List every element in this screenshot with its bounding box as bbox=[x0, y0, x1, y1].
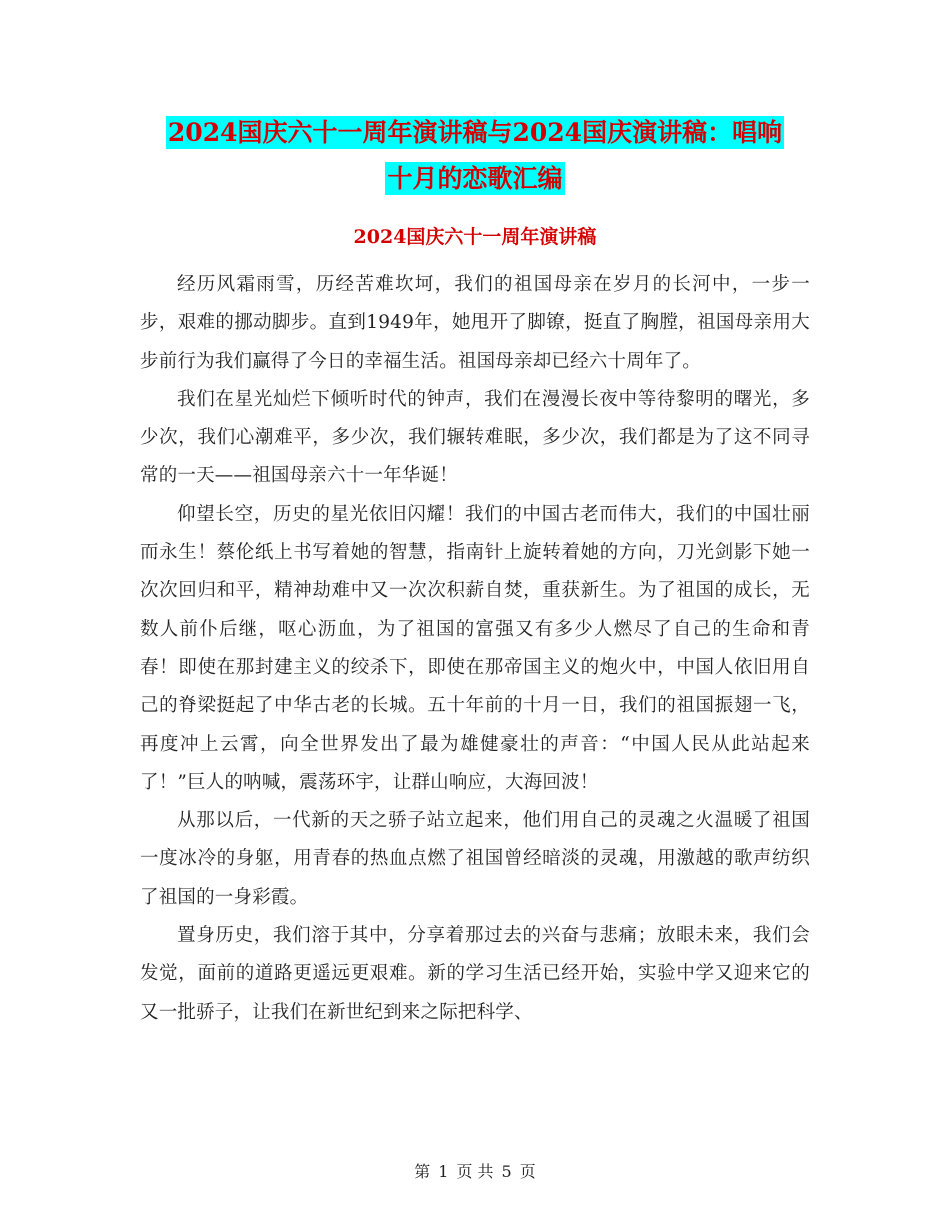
footer-suffix: 页 bbox=[519, 1162, 536, 1181]
page-footer bbox=[0, 1160, 950, 1184]
document-title bbox=[140, 110, 810, 202]
footer-total-pages: 5 bbox=[501, 1162, 512, 1181]
footer-middle: 页 共 bbox=[456, 1162, 494, 1181]
footer-prefix: 第 bbox=[414, 1162, 431, 1181]
paragraph: 从那以后，一代新的天之骄子站立起来，他们用自己的灵魂之火温暖了祖国一度冰冷的身躯，用青春的热血点燃了祖国曾经暗淡的灵魂，用激越的歌声纺织了祖国的一身彩霞。 bbox=[140, 810, 810, 908]
footer-page-number: 1 bbox=[438, 1162, 449, 1181]
document-title-line2: 十月的恋歌汇编 bbox=[387, 164, 563, 193]
section-title: 2024国庆六十一周年演讲稿 bbox=[353, 226, 597, 248]
paragraph: 仰望长空，历史的星光依旧闪耀！我们的中国古老而伟大，我们的中国壮丽而永生！蔡伦纸上书写着她的智慧，指南针上旋转着她的方向，刀光剑影下她一次次回归和平，精神劫难中又一次次积薪自焚，重获新生。为了祖国的成长，无数人前仆后继，呕心沥血，为了祖国的富强又有多少人燃尽了自己的生命和青春！即使在那封建主义的绞杀下，即使在那帝国主义的炮火中，中国人依旧用自己的脊梁挺起了中华古老的长城。五十年前的十月一日，我们的祖国振翅一飞，再度冲上云霄，向全世界发出了最为雄健豪壮的声音：“中国人民从此站起来了！”巨人的呐喊，震荡环宇，让群山响应，大海回波！ bbox=[140, 503, 810, 793]
document-title-line1: 2024国庆六十一周年演讲稿与2024国庆演讲稿：唱响 bbox=[167, 118, 783, 147]
paragraph: 经历风霜雨雪，历经苦难坎坷，我们的祖国母亲在岁月的长河中，一步一步，艰难的挪动脚步。直到1949年，她甩开了脚镣，挺直了胸膛，祖国母亲用大步前行为我们赢得了今日的幸福生活。祖国母亲却已经六十周年了。 bbox=[140, 274, 810, 372]
document-body bbox=[140, 266, 810, 1032]
paragraph: 置身历史，我们溶于其中，分享着那过去的兴奋与悲痛；放眼未来，我们会发觉，面前的道路更遥远更艰难。新的学习生活已经开始，实验中学又迎来它的又一批骄子，让我们在新世纪到来之际把科学、 bbox=[140, 925, 810, 1023]
paragraph: 我们在星光灿烂下倾听时代的钟声，我们在漫漫长夜中等待黎明的曙光，多少次，我们心潮难平，多少次，我们辗转难眠，多少次，我们都是为了这不同寻常的一天——祖国母亲六十一年华诞！ bbox=[140, 388, 810, 487]
